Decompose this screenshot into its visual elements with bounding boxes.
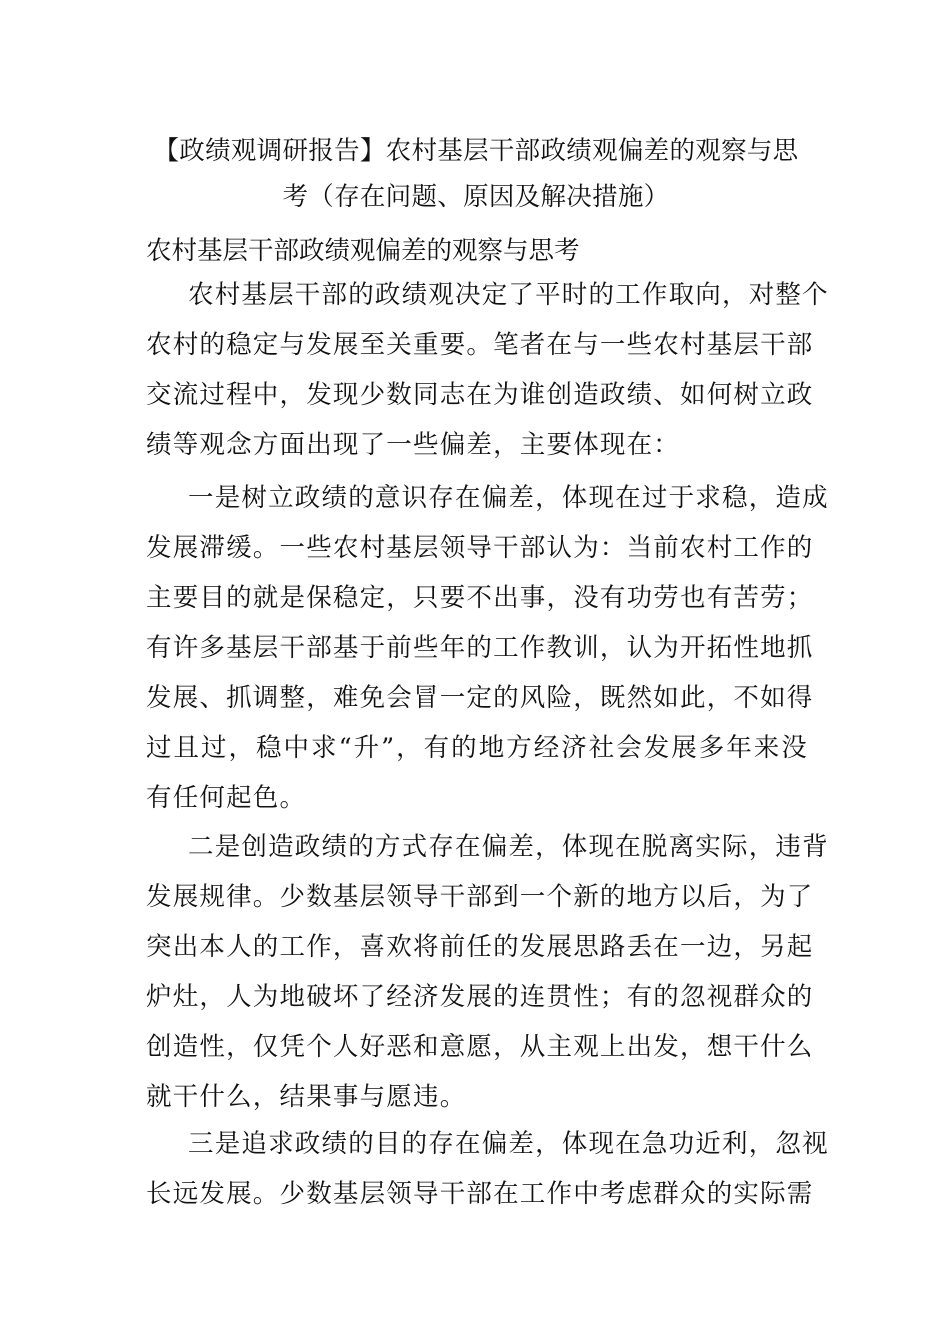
text-line: 突出本人的工作，喜欢将前任的发展思路丢在一边，另起 [146, 932, 814, 962]
text-line: 过且过，稳中求“升”，有的地方经济社会发展多年来没 [146, 733, 808, 763]
text-line: 发展、抓调整，难免会冒一定的风险，既然如此，不如得 [146, 683, 814, 713]
text-line: 三是追求政绩的目的存在偏差，体现在急功近利，忽视 [188, 1129, 829, 1159]
document-title [146, 128, 806, 220]
text-line: 交流过程中，发现少数同志在为谁创造政绩、如何树立政 [146, 380, 814, 410]
text-line: 绩等观念方面出现了一些偏差，主要体现在： [146, 430, 681, 460]
paragraph-3 [146, 822, 829, 1122]
text-line: 创造性，仅凭个人好恶和意愿，从主观上出发，想干什么 [146, 1032, 814, 1062]
text-line: 发展滞缓。一些农村基层领导干部认为：当前农村工作的 [146, 533, 814, 563]
text-line: 炉灶，人为地破坏了经济发展的连贯性；有的忽视群众的 [146, 982, 814, 1012]
text-line: 发展规律。少数基层领导干部到一个新的地方以后，为了 [146, 882, 814, 912]
text-line: 一是树立政绩的意识存在偏差，体现在过于求稳，造成 [188, 483, 829, 513]
title-line: 【政绩观调研报告】农村基层干部政绩观偏差的观察与思 [153, 136, 799, 166]
text-line: 农村的稳定与发展至关重要。笔者在与一些农村基层干部 [146, 330, 814, 360]
text-line: 长远发展。少数基层领导干部在工作中考虑群众的实际需 [146, 1179, 814, 1209]
text-line: 二是创造政绩的方式存在偏差，体现在脱离实际，违背 [188, 832, 829, 862]
paragraph-4 [146, 1119, 829, 1219]
paragraph-1 [146, 270, 829, 470]
text-line: 有许多基层干部基于前些年的工作教训，认为开拓性地抓 [146, 633, 814, 663]
title-line: 考（存在问题、原因及解决措施） [282, 182, 670, 212]
text-line: 主要目的就是保稳定，只要不出事，没有功劳也有苦劳； [146, 583, 814, 613]
text-line: 有任何起色。 [146, 783, 307, 813]
text-line: 农村基层干部的政绩观决定了平时的工作取向，对整个 [188, 280, 829, 310]
text-line: 就干什么，结果事与愿违。 [146, 1082, 467, 1112]
paragraph-2 [146, 473, 829, 823]
document-subtitle: 农村基层干部政绩观偏差的观察与思考 [146, 236, 580, 266]
